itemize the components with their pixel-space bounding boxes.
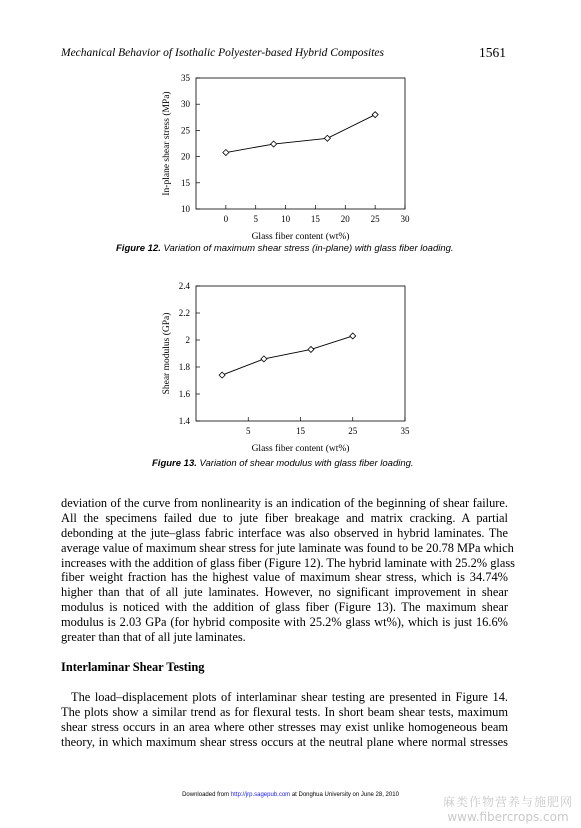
y-tick-label: 30	[181, 99, 190, 110]
x-axis-label: Glass fiber content (wt%)	[251, 444, 350, 454]
y-tick-label: 2.2	[178, 308, 190, 318]
watermark	[443, 793, 573, 824]
data-point	[261, 356, 267, 362]
x-axis-label: Glass fiber content (wt%)	[251, 232, 350, 242]
paragraph-line: The plots show a similar trend as for flexural tests. In short beam shear tests, maximum	[61, 704, 508, 719]
paragraph-line: modulus is 2.03 GPa (for hybrid composite with 25.2% glass wt%), which is just 16.6%	[61, 615, 508, 630]
y-tick-label: 35	[181, 73, 190, 83]
y-tick-label: 10	[181, 204, 190, 214]
y-tick-label: 15	[181, 177, 190, 188]
data-point	[219, 372, 225, 378]
paragraph-line: greater than that of all jute laminates.	[61, 630, 246, 645]
paragraph-line: theory, in which maximum shear stress occurs at the neutral plane where normal stresses	[61, 734, 508, 749]
paragraph-line: increases with the addition of glass fiber (Figure 12). The hybrid laminate with 25.2% glass	[61, 555, 515, 570]
watermark-title: 麻类作物营养与施肥网	[442, 795, 573, 809]
plot-frame	[196, 78, 405, 209]
figure-13-caption-text: Variation of shear modulus with glass fiber loading.	[199, 458, 414, 469]
figure-13-chart	[0, 270, 581, 470]
figure-13-label: Figure 13.	[152, 458, 197, 469]
results-paragraph	[61, 496, 515, 645]
figure-12-label: Figure 12.	[116, 243, 161, 254]
paragraph-line: debonding at the jute–glass fabric interface was also observed in hybrid laminates. The	[61, 525, 508, 540]
paragraph-line: average value of maximum shear stress for jute laminate was found to be 20.78 MPa which	[61, 540, 514, 555]
y-tick-label: 1.8	[178, 362, 190, 372]
x-tick-label: 30	[400, 214, 410, 224]
page-number: 1561	[479, 45, 506, 60]
paragraph-line: higher than that of all jute laminates. However, no significant improvement in shear	[61, 585, 508, 600]
y-tick-label: 20	[181, 151, 190, 162]
paragraph-line: fiber weight fraction has the highest value of maximum shear stress, which is 34.74%	[61, 570, 508, 585]
x-tick-label: 15	[310, 214, 320, 224]
x-tick-label: 35	[400, 426, 410, 436]
data-point	[223, 150, 229, 156]
series-line	[222, 336, 353, 375]
y-tick-label: 1.6	[178, 389, 190, 399]
y-tick-label: 1.4	[178, 416, 190, 426]
x-tick-label: 25	[370, 214, 380, 224]
x-tick-label: 0	[223, 214, 229, 224]
data-point	[372, 112, 378, 118]
data-point	[271, 141, 277, 147]
y-tick-label: 25	[181, 125, 190, 136]
x-tick-label: 15	[296, 426, 305, 436]
footer-link[interactable]: http://jrp.sagepub.com	[230, 792, 291, 798]
y-axis-label: Shear modulus (GPa)	[162, 312, 172, 395]
y-tick-label: 2.4	[178, 281, 190, 291]
x-tick-label: 10	[281, 214, 291, 224]
paragraph-line: modulus is noticed with the addition of glass fiber (Figure 13). The maximum shear	[61, 600, 508, 615]
section-heading: Interlaminar Shear Testing	[61, 660, 205, 674]
footer-prefix: Downloaded from	[182, 792, 230, 798]
paragraph-line: All the specimens failed due to jute fiber breakage and matrix cracking. A partial	[61, 510, 508, 525]
plot-frame	[196, 286, 405, 421]
figure-13-caption	[152, 458, 414, 469]
data-point	[324, 135, 330, 141]
figure-12-caption	[116, 243, 454, 254]
data-point	[308, 346, 314, 352]
footer-suffix: at Donghua University on June 28, 2010	[291, 792, 399, 798]
x-tick-label: 25	[348, 426, 358, 436]
series-line	[226, 115, 375, 153]
paragraph-line: shear stress occurs in an area where other stresses may exist unlike homogeneous beam	[61, 719, 508, 734]
figure-12-caption-text: Variation of maximum shear stress (in-plane) with glass fiber loading.	[163, 243, 454, 254]
x-tick-label: 5	[253, 214, 258, 224]
x-tick-label: 5	[246, 426, 251, 436]
paragraph-line: The load–displacement plots of interlaminar shear testing are presented in Figure 14.	[71, 690, 508, 704]
data-point	[350, 333, 356, 339]
x-tick-label: 20	[340, 214, 350, 224]
paragraph-line: deviation of the curve from nonlinearity is an indication of the beginning of shear failure.	[61, 496, 508, 510]
running-title: Mechanical Behavior of Isothalic Polyester-based Hybrid Composites	[61, 47, 384, 59]
interlaminar-paragraph	[61, 690, 508, 750]
watermark-url: www.fibercrops.com	[447, 810, 569, 824]
y-axis-label: In-plane shear stress (MPa)	[162, 91, 172, 196]
y-tick-label: 2	[185, 335, 190, 345]
